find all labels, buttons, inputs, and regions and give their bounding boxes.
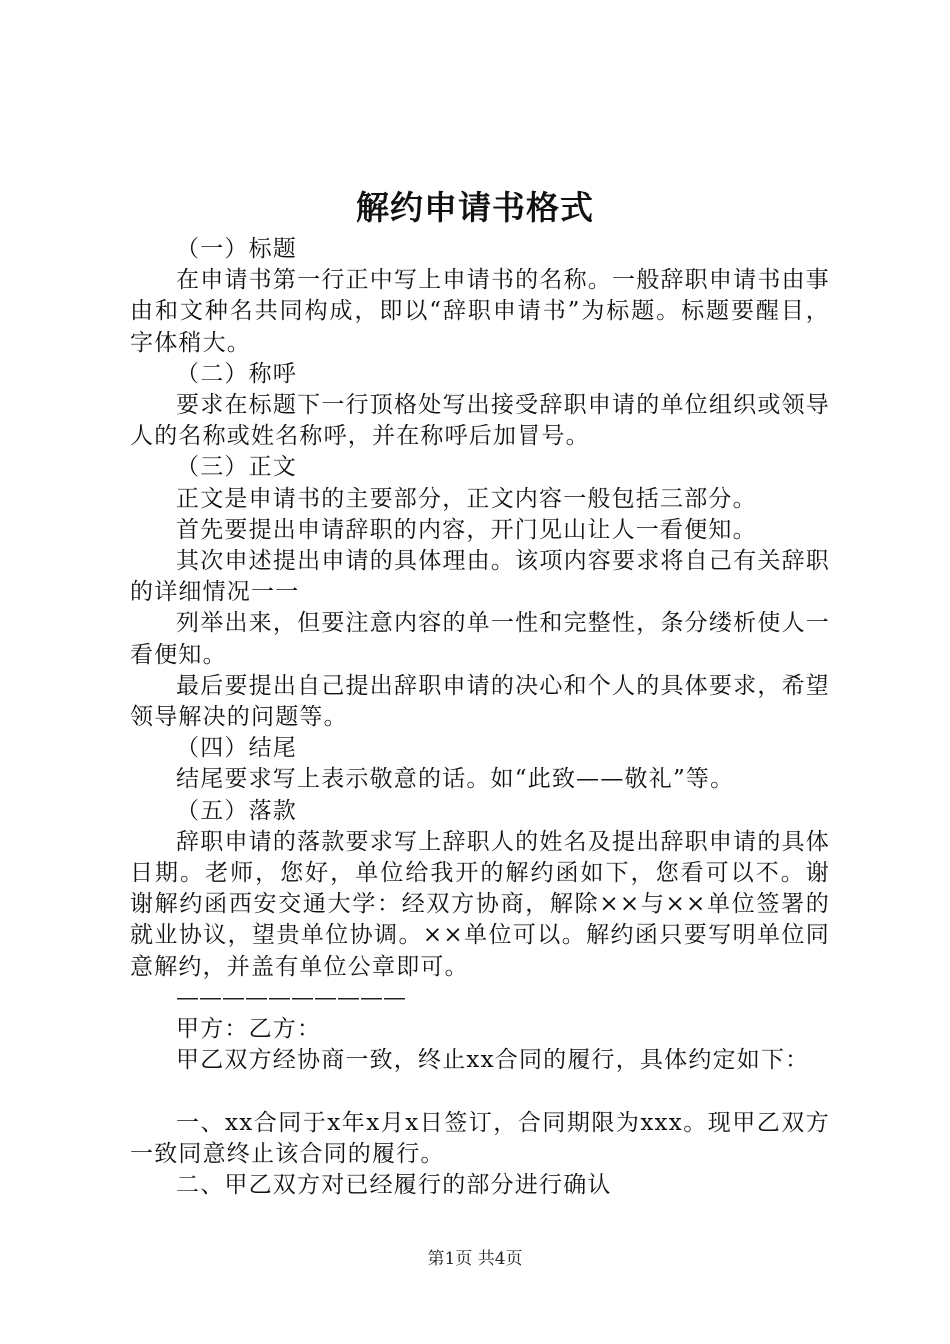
document-title: 解约申请书格式 — [356, 188, 594, 227]
heading-closing-section: （四）结尾 — [176, 735, 297, 762]
paragraph-clause-one: 一、xx合同于x年x月x日签订，合同期限为xxx。现甲乙双方一致同意终止该合同的履行。 — [130, 1109, 830, 1167]
heading-body-section: （三）正文 — [176, 454, 297, 481]
paragraph-salutation-desc: 要求在标题下一行顶格处写出接受辞职申请的单位组织或领导人的名称或姓名称呼，并在称呼后加冒号。 — [130, 392, 830, 450]
heading-signature-section: （五）落款 — [176, 797, 297, 824]
paragraph-agreement-intro: 甲乙双方经协商一致，终止xx合同的履行，具体约定如下： — [176, 1047, 810, 1074]
heading-salutation-section: （二）称呼 — [176, 360, 297, 387]
page-number-footer: 第1页 共4页 — [427, 1249, 523, 1269]
paragraph-title-desc: 在申请书第一行正中写上申请书的名称。一般辞职申请书由事由和文种名共同构成，即以“辞职申请书”为标题。标题要醒目，字体稍大。 — [130, 267, 830, 356]
blank-line — [130, 1076, 830, 1107]
paragraph-body-second: 其次申述提出申请的具体理由。该项内容要求将自己有关辞职的详细情况一一 — [130, 548, 830, 606]
paragraph-signature-desc: 辞职申请的落款要求写上辞职人的姓名及提出辞职申请的具体日期。老师，您好，单位给我开的解约函如下，您看可以不。谢谢解约函西安交通大学：经双方协商，解除××与××单位签署的就业协议，望贵单位协调。××单位可以。解约函只要写明单位同意解约，并盖有单位公章即可。 — [130, 828, 830, 980]
document-body — [130, 234, 830, 1201]
paragraph-body-intro: 正文是申请书的主要部分，正文内容一般包括三部分。 — [176, 485, 757, 512]
paragraph-clause-two: 二、甲乙双方对已经履行的部分进行确认 — [176, 1172, 612, 1199]
paragraph-body-last: 最后要提出自己提出辞职申请的决心和个人的具体要求，希望领导解决的问题等。 — [130, 672, 830, 731]
paragraph-closing-desc: 结尾要求写上表示敬意的话。如“此致——敬礼”等。 — [176, 766, 735, 793]
heading-title-section: （一）标题 — [176, 236, 297, 262]
paragraph-parties: 甲方：乙方： — [176, 1016, 322, 1043]
paragraph-body-first: 首先要提出申请辞职的内容，开门见山让人一看便知。 — [176, 516, 757, 543]
separator-line: —————————— — [176, 984, 406, 1011]
paragraph-body-second-cont: 列举出来，但要注意内容的单一性和完整性，条分缕析使人一看便知。 — [130, 610, 830, 668]
